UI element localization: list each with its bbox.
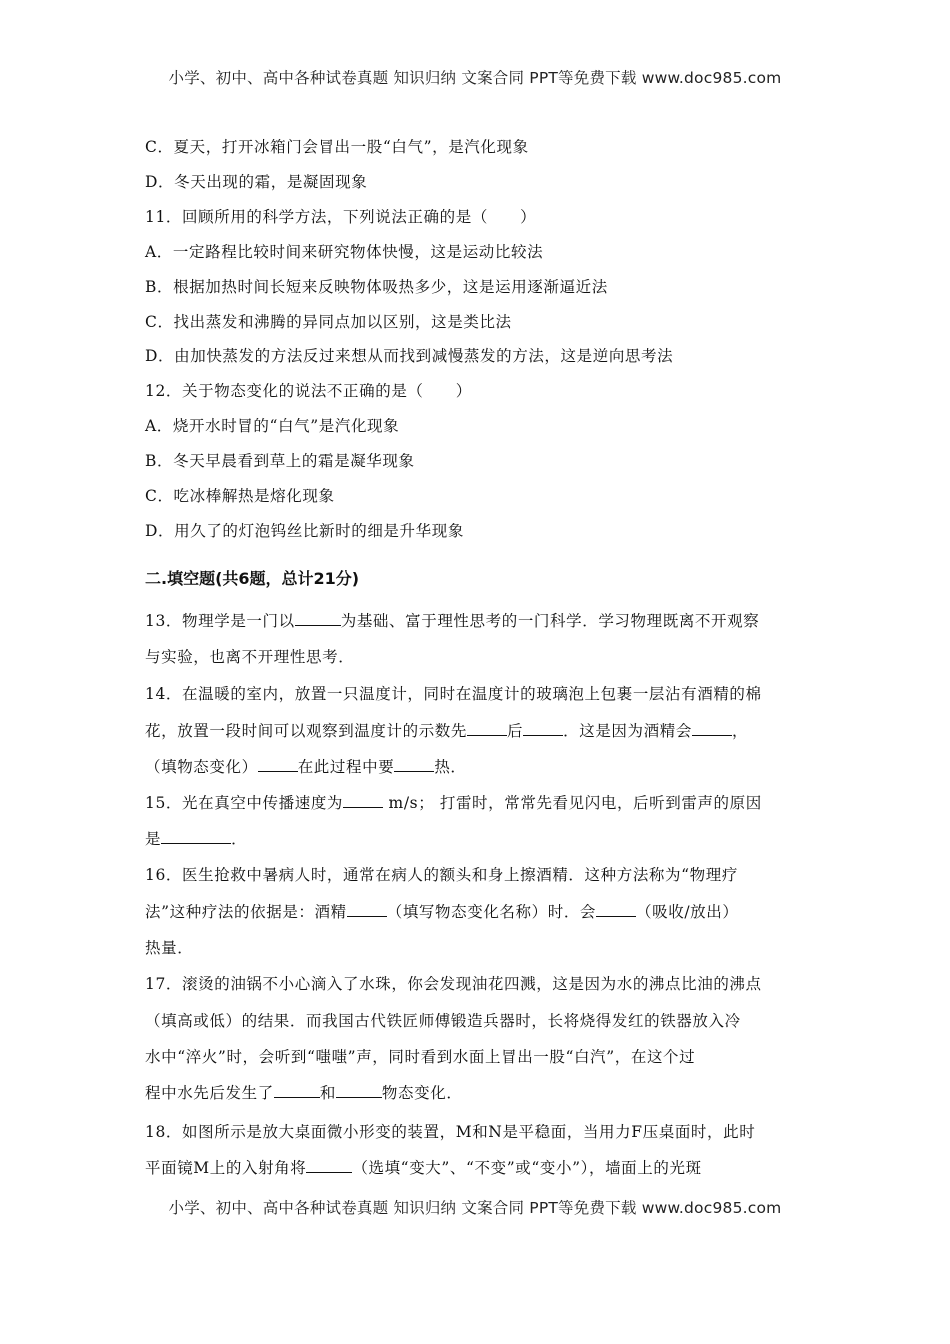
section-title-fill-in: 二.填空题(共6题，总计21分): [145, 569, 360, 588]
q17-line-3: 水中“淬火”时，会听到“嗤嗤”声，同时看到水面上冒出一股“白汽”，在这个过: [145, 1048, 696, 1066]
q14-text-g: 热．: [434, 758, 467, 776]
q12-option-d: D．用久了的灯泡钨丝比新时的细是升华现象: [145, 522, 464, 540]
footer-banner: 小学、初中、高中各种试卷真题 知识归纳 文案合同 PPT等免费下载 www.doc985.com: [168, 1199, 782, 1217]
q15-text-b: m/s； 打雷时，常常先看见闪电，后听到雷声的原因: [383, 794, 762, 812]
q18-line-1: 18．如图所示是放大桌面微小形变的装置，M和N是平稳面，当用力F压桌面时，此时: [145, 1123, 756, 1141]
q14-text-e: （填物态变化）: [145, 758, 258, 776]
q15-text-a: 15．光在真空中传播速度为: [145, 794, 344, 812]
q12-option-a: A．烧开水时冒的“白气”是汽化现象: [145, 417, 400, 435]
q17-blank-2[interactable]: [336, 1083, 382, 1098]
q14-text-a: 花，放置一段时间可以观察到温度计的示数先: [145, 722, 468, 740]
q15-blank-2[interactable]: [161, 829, 231, 844]
q17-line-1: 17．滚烫的油锅不小心滴入了水珠，你会发现油花四溅，这是因为水的沸点比油的沸点: [145, 975, 762, 993]
q18-text-a: 平面镜M上的入射角将: [145, 1159, 307, 1177]
q17-line-4: [145, 1083, 815, 1103]
q13-text-a: 13．物理学是一门以: [145, 612, 295, 630]
q17-text-c: 物态变化．: [381, 1084, 463, 1102]
q17-text-b: 和: [319, 1084, 336, 1102]
q14-line-1: 14．在温暖的室内，放置一只温度计，同时在温度计的玻璃泡上包裹一层沾有酒精的棉: [145, 685, 762, 703]
q16-text-a: 法”这种疗法的依据是：酒精: [145, 903, 347, 921]
q14-line-2: [145, 721, 815, 741]
q16-line-1: 16．医生抢救中暑病人时，通常在病人的额头和身上擦酒精．这种方法称为“物理疗: [145, 866, 738, 884]
q14-text-c: ．这是因为酒精会: [563, 722, 692, 740]
q13-blank-1[interactable]: [295, 611, 341, 626]
q18-text-b: （选填“变大”、“不变”或“变小”），墙面上的光斑: [352, 1159, 702, 1177]
q10-option-d: D．冬天出现的霜，是凝固现象: [145, 173, 368, 191]
q13-line-2: 与实验，也离不开理性思考．: [145, 648, 355, 666]
q15-line-1: [145, 793, 815, 813]
q11-option-c: C．找出蒸发和沸腾的异同点加以区别，这是类比法: [145, 313, 512, 331]
q16-blank-2[interactable]: [596, 902, 636, 917]
q12-stem: 12．关于物态变化的说法不正确的是（ ）: [145, 382, 472, 400]
q12-option-c: C．吃冰棒解热是熔化现象: [145, 487, 335, 505]
q14-blank-5[interactable]: [394, 757, 434, 772]
q17-blank-1[interactable]: [274, 1083, 320, 1098]
q14-blank-2[interactable]: [523, 721, 563, 736]
q18-blank-1[interactable]: [306, 1158, 352, 1173]
q14-line-3: [145, 757, 815, 777]
q15-text-d: ．: [231, 830, 248, 848]
q10-option-c: C．夏天，打开冰箱门会冒出一股“白气”，是汽化现象: [145, 138, 529, 156]
q13-text-b: 为基础、富于理性思考的一门科学．学习物理既离不开观察: [340, 612, 760, 630]
q14-text-f: 在此过程中要: [297, 758, 395, 776]
header-banner: 小学、初中、高中各种试卷真题 知识归纳 文案合同 PPT等免费下载 www.doc985.com: [168, 69, 782, 87]
q14-blank-3[interactable]: [692, 721, 732, 736]
q11-option-d: D．由加快蒸发的方法反过来想从而找到减慢蒸发的方法，这是逆向思考法: [145, 347, 674, 365]
q17-line-2: （填高或低）的结果．而我国古代铁匠师傅锻造兵器时，长将烧得发红的铁器放入冷: [145, 1012, 741, 1030]
q14-text-d: ，: [731, 722, 749, 740]
q14-text-b: 后: [507, 722, 524, 740]
q11-option-a: A．一定路程比较时间来研究物体快慢，这是运动比较法: [145, 243, 544, 261]
q14-blank-1[interactable]: [467, 721, 507, 736]
q16-blank-1[interactable]: [347, 902, 387, 917]
q11-stem: 11．回顾所用的科学方法，下列说法正确的是（ ）: [145, 208, 537, 226]
q17-text-a: 程中水先后发生了: [145, 1084, 274, 1102]
q18-line-2: [145, 1158, 815, 1178]
q16-text-c: （吸收/放出）: [636, 903, 739, 921]
q11-option-b: B．根据加热时间长短来反映物体吸热多少，这是运用逐渐逼近法: [145, 278, 608, 296]
q14-blank-4[interactable]: [258, 757, 298, 772]
q15-text-c: 是: [145, 830, 162, 848]
q16-line-3: 热量．: [145, 939, 194, 957]
q15-blank-1[interactable]: [343, 793, 383, 808]
q16-line-2: [145, 902, 815, 922]
q12-option-b: B．冬天早晨看到草上的霜是凝华现象: [145, 452, 415, 470]
q16-text-b: （填写物态变化名称）时．会: [386, 903, 597, 921]
q15-line-2: [145, 829, 815, 849]
q13-line-1: [145, 611, 815, 631]
